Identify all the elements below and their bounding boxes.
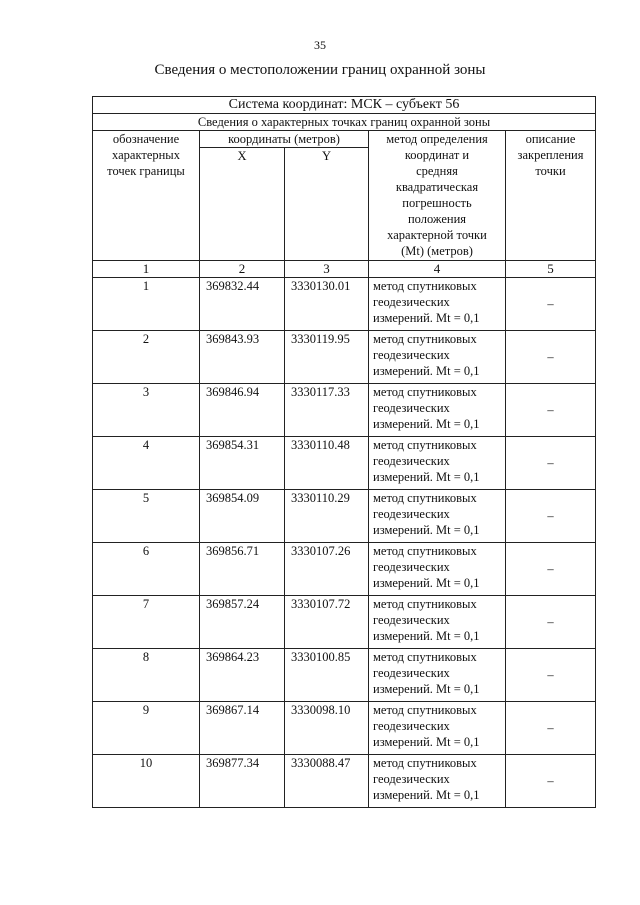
fixation-description: – [506, 702, 596, 755]
method-cell [369, 702, 506, 755]
point-designation: 5 [93, 490, 200, 543]
header-line: (Mt) (метров) [401, 244, 473, 258]
point-designation: 1 [93, 278, 200, 331]
method-line: измерений. Mt = 0,1 [373, 788, 480, 802]
table-row [93, 278, 596, 331]
column-number: 4 [369, 261, 506, 278]
fixation-description-header [506, 131, 596, 261]
method-line: геодезических [373, 348, 450, 362]
method-line: измерений. Mt = 0,1 [373, 364, 480, 378]
header-line: квадратическая [395, 180, 479, 194]
fixation-description: – [506, 437, 596, 490]
method-line: метод спутниковых [373, 438, 477, 452]
y-coordinate: 3330098.10 [285, 702, 369, 755]
table-row [93, 702, 596, 755]
method-line: измерений. Mt = 0,1 [373, 470, 480, 484]
x-coordinate: 369877.34 [200, 755, 285, 808]
table-row [93, 490, 596, 543]
method-line: геодезических [373, 613, 450, 627]
point-designation-header [93, 131, 200, 261]
method-line: геодезических [373, 719, 450, 733]
method-line: геодезических [373, 772, 450, 786]
method-cell [369, 543, 506, 596]
y-coordinate: 3330119.95 [285, 331, 369, 384]
method-line: измерений. Mt = 0,1 [373, 523, 480, 537]
method-line: метод спутниковых [373, 544, 477, 558]
method-line: геодезических [373, 666, 450, 680]
method-line: геодезических [373, 560, 450, 574]
y-coordinate: 3330088.47 [285, 755, 369, 808]
header-line: положения [407, 212, 467, 226]
method-line: метод спутниковых [373, 703, 477, 717]
x-coordinate: 369854.31 [200, 437, 285, 490]
method-line: метод спутниковых [373, 491, 477, 505]
fixation-description: – [506, 490, 596, 543]
header-line: точек границы [107, 164, 185, 178]
table-header [93, 97, 596, 278]
fixation-description: – [506, 649, 596, 702]
fixation-description: – [506, 331, 596, 384]
method-line: измерений. Mt = 0,1 [373, 682, 480, 696]
method-line: измерений. Mt = 0,1 [373, 311, 480, 325]
method-cell [369, 384, 506, 437]
method-cell [369, 278, 506, 331]
method-line: метод спутниковых [373, 597, 477, 611]
method-line: геодезических [373, 295, 450, 309]
method-line: метод спутниковых [373, 756, 477, 770]
x-coordinate: 369846.94 [200, 384, 285, 437]
method-line: геодезических [373, 401, 450, 415]
y-coordinate: 3330107.26 [285, 543, 369, 596]
table-row [93, 755, 596, 808]
y-coordinate: 3330130.01 [285, 278, 369, 331]
method-line: измерений. Mt = 0,1 [373, 417, 480, 431]
coordinate-system-header: Система координат: МСК – субъект 56 [93, 97, 596, 114]
method-cell [369, 331, 506, 384]
x-coordinate: 369843.93 [200, 331, 285, 384]
point-designation: 7 [93, 596, 200, 649]
column-numbers-row [93, 261, 596, 278]
column-number: 1 [93, 261, 200, 278]
fixation-description: – [506, 384, 596, 437]
header-line: точки [535, 164, 566, 178]
method-line: измерений. Mt = 0,1 [373, 576, 480, 590]
x-coordinate: 369864.23 [200, 649, 285, 702]
column-number: 5 [506, 261, 596, 278]
method-line: геодезических [373, 454, 450, 468]
method-cell [369, 649, 506, 702]
point-designation: 6 [93, 543, 200, 596]
header-line: погрешность [402, 196, 472, 210]
table-row [93, 649, 596, 702]
point-designation: 4 [93, 437, 200, 490]
table-row [93, 596, 596, 649]
header-line: координат и [404, 148, 470, 162]
method-line: метод спутниковых [373, 385, 477, 399]
point-designation: 2 [93, 331, 200, 384]
method-line: геодезических [373, 507, 450, 521]
header-line: описание [525, 132, 576, 146]
method-cell [369, 755, 506, 808]
point-designation: 9 [93, 702, 200, 755]
header-line: метод определения [386, 132, 488, 146]
x-header: X [200, 148, 285, 261]
header-line: средняя [416, 164, 458, 178]
point-designation: 3 [93, 384, 200, 437]
x-coordinate: 369854.09 [200, 490, 285, 543]
table-row [93, 437, 596, 490]
document-title: Сведения о местоположении границ охранной зоны [154, 62, 486, 78]
method-line: метод спутниковых [373, 650, 477, 664]
fixation-description: – [506, 543, 596, 596]
method-header [369, 131, 506, 261]
table-row [93, 543, 596, 596]
header-line: закрепления [517, 148, 584, 162]
x-coordinate: 369857.24 [200, 596, 285, 649]
x-coordinate: 369832.44 [200, 278, 285, 331]
header-line: характерных [112, 148, 180, 162]
boundary-points-table [92, 96, 596, 808]
y-coordinate: 3330110.48 [285, 437, 369, 490]
method-cell [369, 596, 506, 649]
point-designation: 10 [93, 755, 200, 808]
table-row [93, 331, 596, 384]
method-line: метод спутниковых [373, 332, 477, 346]
column-number: 2 [200, 261, 285, 278]
method-cell [369, 437, 506, 490]
x-coordinate: 369856.71 [200, 543, 285, 596]
characteristic-points-header: Сведения о характерных точках границ охранной зоны [93, 114, 596, 131]
y-coordinate: 3330110.29 [285, 490, 369, 543]
page-number: 35 [314, 38, 326, 52]
point-designation: 8 [93, 649, 200, 702]
x-coordinate: 369867.14 [200, 702, 285, 755]
method-line: метод спутниковых [373, 279, 477, 293]
y-coordinate: 3330117.33 [285, 384, 369, 437]
header-line: характерной точки [387, 228, 487, 242]
table-row [93, 384, 596, 437]
fixation-description: – [506, 755, 596, 808]
y-header: Y [285, 148, 369, 261]
table-body [93, 278, 596, 808]
method-line: измерений. Mt = 0,1 [373, 735, 480, 749]
method-cell [369, 490, 506, 543]
column-number: 3 [285, 261, 369, 278]
fixation-description: – [506, 278, 596, 331]
header-line: обозначение [112, 132, 180, 146]
y-coordinate: 3330100.85 [285, 649, 369, 702]
fixation-description: – [506, 596, 596, 649]
coordinates-header: координаты (метров) [200, 131, 369, 148]
method-line: измерений. Mt = 0,1 [373, 629, 480, 643]
y-coordinate: 3330107.72 [285, 596, 369, 649]
